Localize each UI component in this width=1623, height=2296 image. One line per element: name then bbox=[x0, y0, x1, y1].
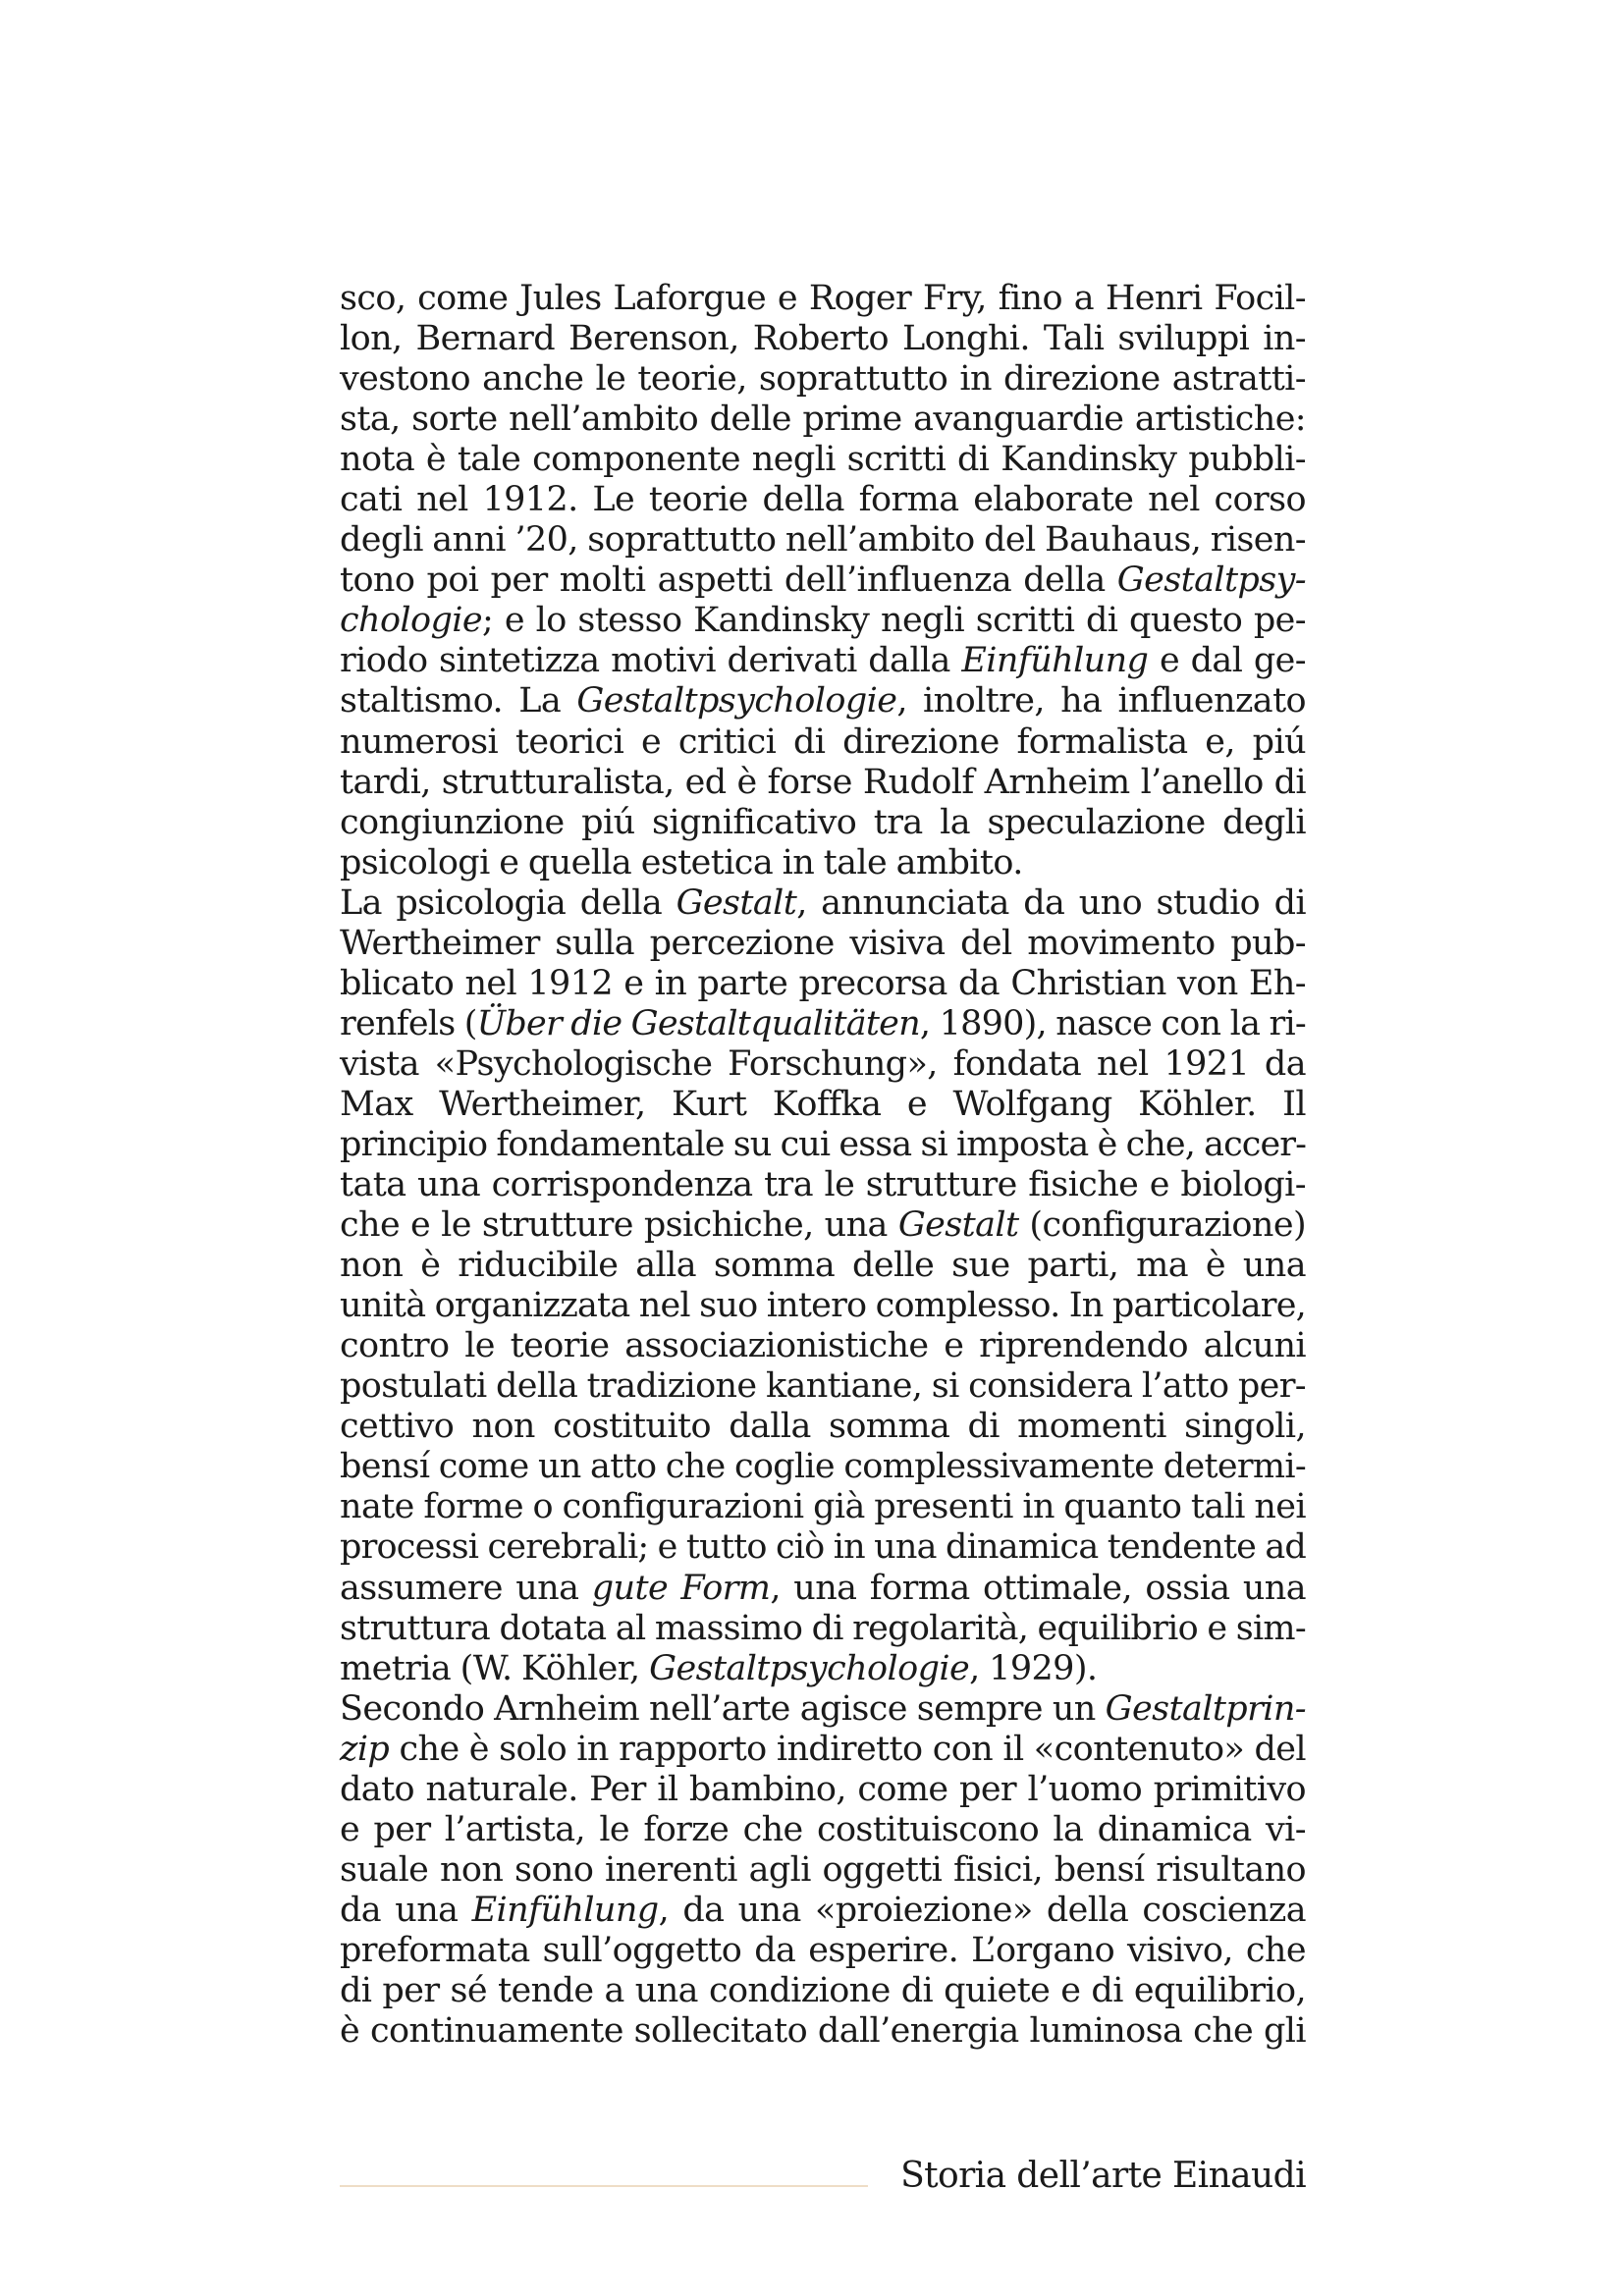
italic-text: Einfühlung bbox=[961, 641, 1149, 681]
text-run: sco, come Jules Laforgue e Roger Fry, fino a Henri Focil- bbox=[340, 279, 1306, 318]
text-run: , una forma ottimale, ossia una bbox=[770, 1568, 1306, 1608]
text-run: degli anni ’20, soprattutto nell’ambito del Bauhaus, risen- bbox=[340, 520, 1306, 561]
text-line bbox=[340, 641, 1306, 681]
text-run: dato naturale. Per il bambino, come per l’uomo primitivo bbox=[340, 1769, 1306, 1809]
text-line bbox=[340, 1407, 1306, 1447]
text-line bbox=[340, 1286, 1306, 1326]
text-line bbox=[340, 1850, 1306, 1891]
text-line bbox=[340, 1085, 1306, 1125]
text-line bbox=[340, 681, 1306, 721]
italic-text: Gestaltpsy- bbox=[1116, 561, 1306, 601]
text-run: suale non sono inerenti agli oggetti fisici, bensí risultano bbox=[340, 1849, 1306, 1890]
text-line bbox=[340, 400, 1306, 440]
text-line bbox=[340, 1044, 1306, 1085]
text-run: sta, sorte nell’ambito delle prime avanguardie artistiche: bbox=[340, 400, 1306, 440]
text-run: psicologi e quella estetica in tale ambito. bbox=[340, 842, 1023, 882]
text-run: preformata sull’oggetto da esperire. L’organo visivo, che bbox=[340, 1930, 1306, 1970]
text-line bbox=[340, 1447, 1306, 1487]
text-run: staltismo. La bbox=[340, 681, 577, 721]
text-run: , da una «proiezione» della coscienza bbox=[658, 1890, 1306, 1930]
text-run: è continuamente sollecitato dall’energia luminosa che gli bbox=[340, 2011, 1306, 2052]
text-run: contro le teorie associazionistiche e riprendendo alcuni bbox=[340, 1326, 1306, 1366]
text-line bbox=[340, 440, 1306, 480]
text-run: ; e lo stesso Kandinsky negli scritti di questo pe- bbox=[482, 601, 1306, 641]
text-run: processi cerebrali; e tutto ciò in una dinamica tendente ad bbox=[340, 1527, 1306, 1568]
text-line bbox=[340, 803, 1306, 843]
text-run: metria (W. Köhler, bbox=[340, 1648, 650, 1688]
text-line bbox=[340, 1931, 1306, 1971]
text-line bbox=[340, 1125, 1306, 1165]
italic-text: Gestaltprin- bbox=[1105, 1688, 1306, 1729]
text-line bbox=[340, 1366, 1306, 1407]
text-run: tata una corrispondenza tra le strutture fisiche e biologi- bbox=[340, 1165, 1306, 1205]
text-line bbox=[340, 1810, 1306, 1850]
text-line bbox=[340, 1004, 1306, 1044]
italic-text: Gestalt bbox=[897, 1205, 1019, 1246]
italic-text: zip bbox=[340, 1729, 390, 1769]
text-run: cettivo non costituito dalla somma di momenti singoli, bbox=[340, 1407, 1306, 1447]
italic-text: Gestaltpsychologie bbox=[576, 681, 897, 721]
text-line bbox=[340, 843, 1306, 883]
paragraph bbox=[340, 883, 1306, 1689]
text-line bbox=[340, 1689, 1306, 1730]
text-run: (configurazione) bbox=[1018, 1205, 1306, 1246]
text-run: e per l’artista, le forze che costituiscono la dinamica vi- bbox=[340, 1809, 1306, 1849]
text-line bbox=[340, 1326, 1306, 1366]
text-run: , 1929). bbox=[969, 1648, 1098, 1688]
text-line bbox=[340, 601, 1306, 641]
footer-title: Storia dell’arte Einaudi bbox=[900, 2156, 1306, 2196]
text-run: nota è tale componente negli scritti di Kandinsky pubbli- bbox=[340, 440, 1306, 480]
text-line bbox=[340, 1246, 1306, 1286]
italic-text: gute Form bbox=[591, 1568, 771, 1608]
text-run: tardi, strutturalista, ed è forse Rudolf Arnheim l’anello di bbox=[340, 762, 1306, 802]
text-run: nate forme o configurazioni già presenti in quanto tali nei bbox=[340, 1487, 1306, 1527]
text-run: di per sé tende a una condizione di quiete e di equilibrio, bbox=[340, 1970, 1306, 2010]
text-run: Wertheimer sulla percezione visiva del movimento pub- bbox=[340, 923, 1306, 963]
text-line bbox=[340, 561, 1306, 601]
text-run: tono poi per molti aspetti dell’influenza della bbox=[340, 561, 1117, 601]
text-line bbox=[340, 1165, 1306, 1205]
text-line bbox=[340, 1609, 1306, 1649]
text-run: , inoltre, ha influenzato bbox=[896, 681, 1306, 721]
text-run: struttura dotata al massimo di regolarità, equilibrio e sim- bbox=[340, 1608, 1306, 1648]
text-run: La psicologia della bbox=[340, 882, 676, 923]
text-run: Secondo Arnheim nell’arte agisce sempre un bbox=[340, 1688, 1106, 1729]
text-run: blicato nel 1912 e in parte precorsa da Christian von Eh- bbox=[340, 963, 1306, 1003]
italic-text: chologie bbox=[340, 601, 482, 641]
text-run: non è riducibile alla somma delle sue parti, ma è una bbox=[340, 1246, 1306, 1286]
paragraph bbox=[340, 279, 1306, 883]
text-run: cati nel 1912. Le teorie della forma elaborate nel corso bbox=[340, 480, 1306, 520]
italic-text: Gestalt bbox=[676, 882, 797, 923]
text-line bbox=[340, 279, 1306, 319]
text-run: renfels ( bbox=[340, 1003, 477, 1043]
italic-text: Über die Gestaltqualitäten bbox=[476, 1003, 920, 1043]
text-line bbox=[340, 1971, 1306, 2011]
text-run: che è solo in rapporto indiretto con il «contenuto» del bbox=[389, 1729, 1306, 1769]
text-run: lon, Bernard Berenson, Roberto Longhi. Tali sviluppi in- bbox=[340, 319, 1306, 359]
text-run: numerosi teorici e critici di direzione formalista e, piú bbox=[340, 721, 1306, 762]
text-line bbox=[340, 319, 1306, 359]
text-run: vista «Psychologische Forschung», fondata nel 1921 da bbox=[340, 1043, 1306, 1084]
text-run: congiunzione piú significativo tra la speculazione degli bbox=[340, 802, 1306, 842]
text-run: e dal ge- bbox=[1148, 641, 1307, 681]
text-run: bensí come un atto che coglie complessivamente determi- bbox=[340, 1447, 1306, 1487]
text-line bbox=[340, 964, 1306, 1004]
text-run: che e le strutture psichiche, una bbox=[340, 1205, 898, 1246]
italic-text: Einfühlung bbox=[471, 1890, 659, 1930]
text-line bbox=[340, 722, 1306, 763]
footer-rule bbox=[340, 2185, 868, 2187]
text-run: principio fondamentale su cui essa si imposta è che, accer- bbox=[340, 1124, 1306, 1164]
text-run: , annunciata da uno studio di bbox=[796, 882, 1306, 923]
paragraph bbox=[340, 1689, 1306, 2052]
body-text bbox=[340, 279, 1306, 2052]
text-line bbox=[340, 1569, 1306, 1609]
text-line bbox=[340, 1205, 1306, 1246]
text-line bbox=[340, 1649, 1306, 1689]
text-run: unità organizzata nel suo intero complesso. In particolare, bbox=[340, 1286, 1306, 1326]
text-run: Max Wertheimer, Kurt Koffka e Wolfgang Köhler. Il bbox=[340, 1084, 1306, 1124]
text-line bbox=[340, 480, 1306, 520]
text-line bbox=[340, 1487, 1306, 1527]
italic-text: Gestaltpsychologie bbox=[649, 1648, 970, 1688]
text-line bbox=[340, 763, 1306, 803]
text-line bbox=[340, 2011, 1306, 2052]
text-line bbox=[340, 883, 1306, 924]
text-line bbox=[340, 1730, 1306, 1770]
text-line bbox=[340, 520, 1306, 561]
text-run: assumere una bbox=[340, 1568, 592, 1608]
text-line bbox=[340, 359, 1306, 400]
text-run: vestono anche le teorie, soprattutto in direzione astratti- bbox=[340, 359, 1306, 400]
text-run: postulati della tradizione kantiane, si considera l’atto per- bbox=[340, 1366, 1306, 1407]
text-run: , 1890), nasce con la ri- bbox=[919, 1003, 1306, 1043]
text-run: riodo sintetizza motivi derivati dalla bbox=[340, 641, 962, 681]
text-run: da una bbox=[340, 1890, 472, 1930]
text-line bbox=[340, 1770, 1306, 1810]
text-line bbox=[340, 1527, 1306, 1568]
text-line bbox=[340, 1891, 1306, 1931]
text-line bbox=[340, 924, 1306, 964]
